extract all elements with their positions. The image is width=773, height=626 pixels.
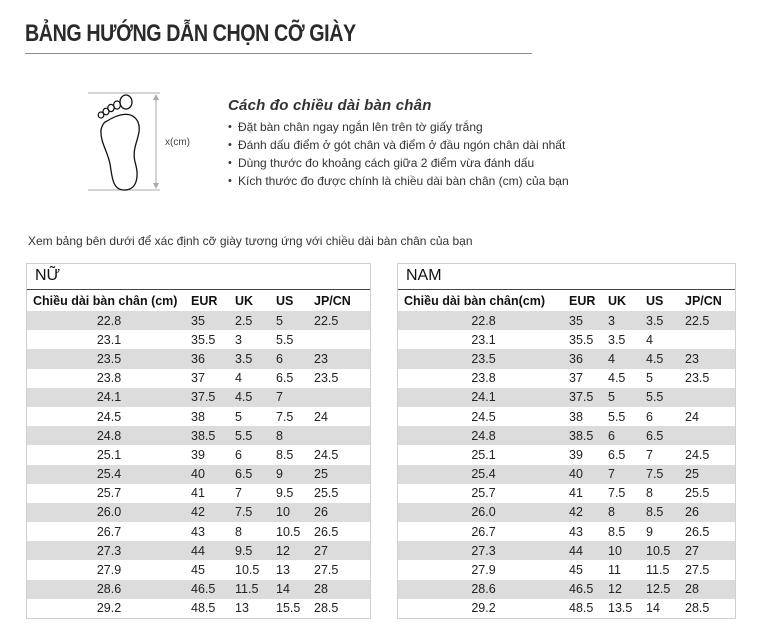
table-cell: 39 — [569, 447, 583, 462]
table-cell: 13.5 — [608, 601, 633, 616]
table-cell: 8 — [608, 503, 646, 522]
table-cell: 45 — [569, 563, 583, 578]
table-cell: 23.1 — [96, 332, 122, 347]
table-cell: 8 — [646, 486, 653, 501]
column-header: Chiều dài bàn chân (cm) — [33, 293, 178, 308]
table-row — [27, 484, 370, 503]
table-cell: 12.5 — [646, 580, 685, 599]
table-cell: 7 — [608, 465, 646, 484]
table-cell: 10.5 — [646, 541, 685, 560]
table-cell: 26.7 — [96, 524, 122, 539]
table-row — [398, 580, 735, 599]
table-body — [398, 311, 735, 618]
table-row — [27, 388, 370, 407]
table-cell: 5 — [646, 371, 653, 386]
table-row — [27, 311, 370, 330]
table-cell: 42 — [191, 503, 235, 522]
table-cell: 35 — [191, 311, 235, 330]
table-cell: 40 — [569, 465, 608, 484]
women-size-table — [26, 263, 371, 619]
table-row — [398, 560, 735, 579]
table-row — [27, 426, 370, 445]
table-cell: 44 — [569, 541, 608, 560]
table-cell: 29.2 — [96, 601, 122, 616]
table-cell: 5.5 — [646, 388, 685, 407]
table-cell: 26 — [685, 503, 735, 522]
table-header-row — [27, 290, 370, 311]
table-cell: 26.5 — [685, 524, 710, 539]
table-cell: 37 — [191, 371, 205, 386]
table-cell: 23.8 — [96, 371, 122, 386]
table-cell: 24 — [314, 409, 328, 424]
table-cell: 26 — [314, 503, 370, 522]
table-cell: 25.7 — [96, 486, 122, 501]
table-body — [27, 311, 370, 618]
table-cell — [685, 388, 735, 407]
table-cell — [314, 426, 370, 445]
table-cell: 13 — [276, 563, 290, 578]
table-cell: 27.9 — [471, 563, 496, 578]
table-cell: 25.4 — [398, 465, 569, 484]
table-cell: 25.4 — [27, 465, 191, 484]
table-cell — [685, 426, 735, 445]
table-cell: 11.5 — [235, 580, 276, 599]
table-cell: 5 — [608, 388, 646, 407]
table-cell — [314, 330, 370, 349]
table-cell: 25.5 — [685, 486, 710, 501]
table-cell: 24.5 — [96, 409, 122, 424]
instruction-step: • Kích thước đo được chính là chiều dài bàn chân (cm) của bạn — [228, 172, 569, 190]
table-cell: 9 — [276, 465, 314, 484]
table-cell: 25.7 — [471, 486, 496, 501]
table-cell: 9.5 — [235, 541, 276, 560]
table-cell: 35.5 — [191, 332, 216, 347]
table-cell: 27.5 — [314, 563, 339, 578]
table-row — [27, 407, 370, 426]
table-cell: 4.5 — [646, 349, 685, 368]
table-cell: 36 — [569, 349, 608, 368]
table-row — [27, 369, 370, 388]
table-cell: 26.0 — [27, 503, 191, 522]
table-cell: 27.3 — [27, 541, 191, 560]
table-cell: 28 — [685, 580, 735, 599]
table-cell: 41 — [191, 486, 205, 501]
table-cell: 23 — [685, 349, 735, 368]
table-row — [398, 599, 735, 618]
table-cell: 46.5 — [569, 580, 608, 599]
table-cell: 35 — [569, 311, 608, 330]
table-row — [398, 503, 735, 522]
table-cell: 48.5 — [191, 601, 216, 616]
table-cell — [314, 388, 370, 407]
table-title: NỮ — [27, 264, 370, 290]
measure-instructions — [228, 97, 569, 190]
table-cell: 6 — [646, 409, 653, 424]
table-row — [27, 330, 370, 349]
table-row — [27, 599, 370, 618]
table-cell: 26.0 — [398, 503, 569, 522]
table-cell: 3.5 — [235, 349, 276, 368]
table-title: NAM — [398, 264, 735, 290]
instructions-list — [228, 118, 569, 190]
table-cell: 37 — [569, 371, 583, 386]
table-cell: 26.5 — [314, 524, 339, 539]
table-cell: 25.5 — [314, 486, 339, 501]
column-header: US — [276, 293, 294, 308]
table-cell: 38.5 — [191, 426, 235, 445]
page-title: BẢNG HƯỚNG DẪN CHỌN CỠ GIÀY — [25, 20, 356, 47]
table-cell: 28.6 — [27, 580, 191, 599]
table-row — [398, 311, 735, 330]
table-cell: 28.5 — [685, 601, 710, 616]
table-cell: 37.5 — [191, 388, 235, 407]
table-cell: 24.1 — [398, 388, 569, 407]
table-cell: 22.5 — [685, 311, 735, 330]
table-row — [27, 522, 370, 541]
table-cell: 10 — [276, 503, 314, 522]
table-row — [27, 541, 370, 560]
table-row — [398, 484, 735, 503]
table-row — [27, 465, 370, 484]
column-header: EUR — [191, 293, 218, 308]
table-cell: 22.5 — [314, 311, 370, 330]
table-cell: 6 — [608, 426, 646, 445]
column-header: UK — [608, 293, 627, 308]
table-cell: 22.8 — [27, 311, 191, 330]
table-cell: 43 — [191, 524, 205, 539]
table-cell: 4.5 — [608, 371, 626, 386]
table-cell: 6.5 — [235, 465, 276, 484]
table-cell: 15.5 — [276, 601, 301, 616]
table-cell: 6 — [235, 447, 242, 462]
table-cell: 44 — [191, 541, 235, 560]
table-cell: 27 — [314, 541, 370, 560]
table-cell: 7.5 — [646, 465, 685, 484]
table-cell: 8.5 — [276, 447, 294, 462]
table-cell: 24.5 — [471, 409, 496, 424]
table-cell: 12 — [608, 580, 646, 599]
table-cell: 26.7 — [471, 524, 496, 539]
men-size-table — [397, 263, 736, 619]
table-row — [27, 580, 370, 599]
instructions-heading: Cách đo chiều dài bàn chân — [228, 97, 432, 114]
table-row — [398, 426, 735, 445]
table-row — [398, 407, 735, 426]
table-cell: 27 — [685, 541, 735, 560]
table-cell: 39 — [191, 447, 205, 462]
table-cell: 7 — [646, 447, 653, 462]
title-divider — [25, 53, 532, 54]
table-cell: 7.5 — [276, 409, 294, 424]
table-cell: 9.5 — [276, 486, 294, 501]
table-row — [27, 560, 370, 579]
table-cell: 10.5 — [276, 524, 301, 539]
table-row — [398, 522, 735, 541]
table-cell: 46.5 — [191, 580, 235, 599]
column-header: Chiều dài bàn chân(cm) — [404, 293, 545, 308]
table-cell: 11.5 — [646, 563, 670, 578]
table-cell: 28 — [314, 580, 370, 599]
table-cell: 23.5 — [27, 349, 191, 368]
table-cell: 38.5 — [569, 426, 608, 445]
table-cell: 7.5 — [235, 503, 276, 522]
foot-measure-illustration — [88, 90, 208, 195]
measure-label: x(cm) — [165, 137, 190, 148]
table-cell: 3 — [608, 311, 646, 330]
table-cell: 25.1 — [471, 447, 496, 462]
table-row — [398, 349, 735, 368]
table-row — [27, 349, 370, 368]
table-cell: 10 — [608, 541, 646, 560]
table-row — [27, 503, 370, 522]
table-cell: 40 — [191, 465, 235, 484]
table-cell: 6 — [276, 349, 314, 368]
column-header: EUR — [569, 293, 596, 308]
table-cell: 25.1 — [96, 447, 122, 462]
table-cell: 10.5 — [235, 563, 260, 578]
table-cell: 6.5 — [276, 371, 294, 386]
table-row — [27, 445, 370, 464]
table-cell: 25 — [685, 465, 735, 484]
table-cell: 13 — [235, 601, 249, 616]
table-cell: 22.8 — [398, 311, 569, 330]
column-header: JP/CN — [685, 293, 722, 308]
table-row — [398, 330, 735, 349]
table-cell: 28.6 — [398, 580, 569, 599]
table-cell: 24 — [685, 409, 699, 424]
table-cell: 37.5 — [569, 388, 608, 407]
table-cell: 5.5 — [276, 332, 294, 347]
table-cell: 5 — [276, 311, 314, 330]
table-cell: 27.5 — [685, 563, 710, 578]
table-cell: 25 — [314, 465, 370, 484]
table-row — [398, 541, 735, 560]
table-cell: 23.8 — [471, 371, 496, 386]
table-header-row — [398, 290, 735, 311]
table-cell: 7 — [276, 388, 314, 407]
table-cell: 8.5 — [646, 503, 685, 522]
column-header: US — [646, 293, 664, 308]
table-cell: 7.5 — [608, 486, 626, 501]
table-cell — [685, 330, 735, 349]
table-cell: 4.5 — [235, 388, 276, 407]
instruction-step: • Đặt bàn chân ngay ngắn lên trên tờ giấy trắng — [228, 118, 569, 136]
table-cell: 23.5 — [398, 349, 569, 368]
table-cell: 45 — [191, 563, 205, 578]
table-cell: 8 — [235, 524, 242, 539]
table-cell: 8 — [276, 426, 314, 445]
column-header: UK — [235, 293, 254, 308]
table-cell: 4 — [608, 349, 646, 368]
table-cell: 23.5 — [685, 371, 710, 386]
table-cell: 27.3 — [398, 541, 569, 560]
intro-text: Xem bảng bên dưới để xác định cỡ giày tương ứng với chiều dài bàn chân của bạn — [28, 234, 473, 248]
instruction-step: • Đánh dấu điểm ở gót chân và điểm ở đầu ngón chân dài nhất — [228, 136, 569, 154]
table-cell: 5 — [235, 409, 242, 424]
table-cell: 3.5 — [608, 332, 626, 347]
table-cell: 4 — [235, 371, 242, 386]
table-cell: 24.8 — [27, 426, 191, 445]
table-cell: 23.1 — [471, 332, 496, 347]
table-cell: 7 — [235, 486, 242, 501]
table-cell: 23.5 — [314, 371, 339, 386]
instruction-step: • Dùng thước đo khoảng cách giữa 2 điểm vừa đánh dấu — [228, 154, 569, 172]
table-cell: 23 — [314, 349, 370, 368]
table-cell: 5.5 — [235, 426, 276, 445]
table-cell: 8.5 — [608, 524, 626, 539]
column-header: JP/CN — [314, 293, 351, 308]
table-cell: 28.5 — [314, 601, 339, 616]
table-cell: 3 — [235, 332, 242, 347]
table-cell: 35.5 — [569, 332, 594, 347]
table-cell: 38 — [569, 409, 583, 424]
table-cell: 24.8 — [398, 426, 569, 445]
table-cell: 38 — [191, 409, 205, 424]
table-cell: 41 — [569, 486, 583, 501]
foot-outline-icon — [88, 90, 208, 195]
table-row — [398, 388, 735, 407]
table-cell: 2.5 — [235, 311, 276, 330]
table-cell: 4 — [646, 332, 653, 347]
table-row — [398, 445, 735, 464]
table-cell: 14 — [646, 601, 660, 616]
table-cell: 9 — [646, 524, 653, 539]
table-cell: 12 — [276, 541, 314, 560]
table-cell: 24.1 — [27, 388, 191, 407]
table-cell: 24.5 — [685, 447, 710, 462]
table-row — [398, 465, 735, 484]
table-cell: 6.5 — [608, 447, 626, 462]
table-cell: 24.5 — [314, 447, 339, 462]
table-cell: 3.5 — [646, 311, 685, 330]
table-cell: 27.9 — [96, 563, 122, 578]
table-cell: 36 — [191, 349, 235, 368]
table-cell: 5.5 — [608, 409, 626, 424]
table-cell: 43 — [569, 524, 583, 539]
table-cell: 29.2 — [471, 601, 496, 616]
table-cell: 42 — [569, 503, 608, 522]
table-cell: 6.5 — [646, 426, 685, 445]
table-cell: 48.5 — [569, 601, 594, 616]
table-row — [398, 369, 735, 388]
table-cell: 14 — [276, 580, 314, 599]
table-cell: 11 — [608, 563, 621, 578]
